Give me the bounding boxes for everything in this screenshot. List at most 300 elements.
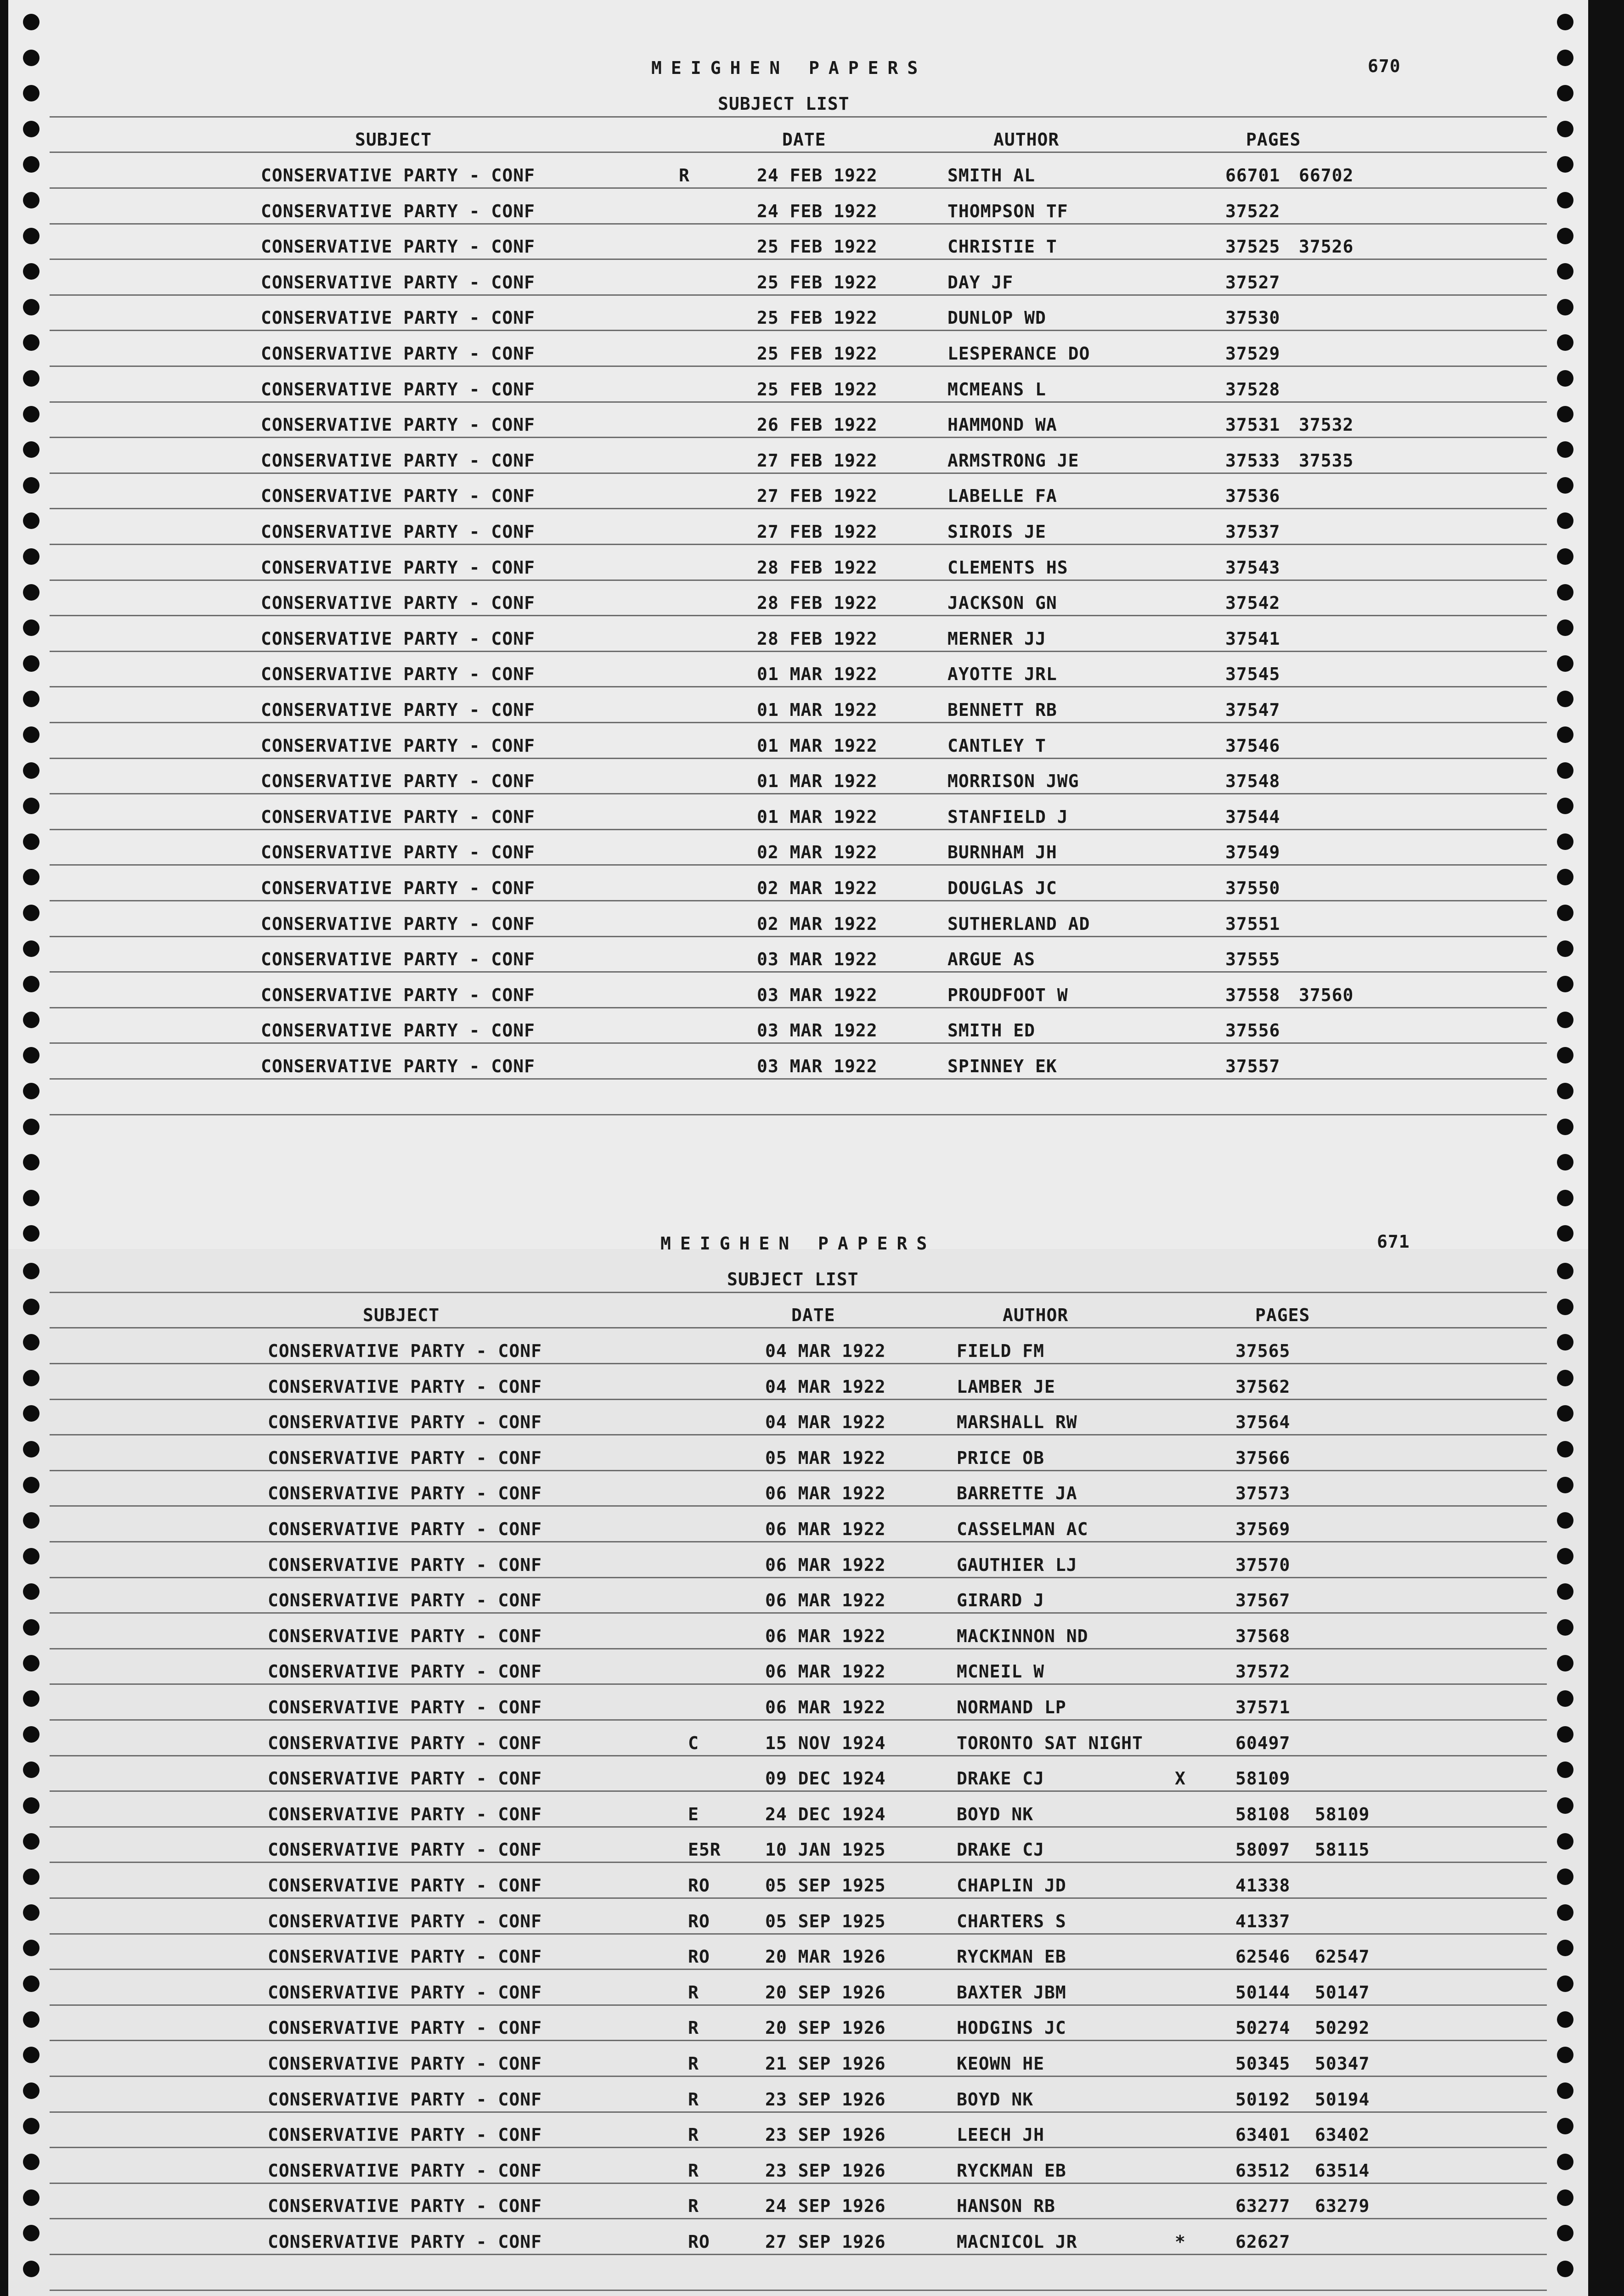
cell-author: MACNICOL JR — [957, 2232, 1077, 2252]
cell-date: 01 MAR 1922 — [757, 700, 878, 720]
cell-author: CHAPLIN JD — [957, 1875, 1066, 1896]
cell-author: DOUGLAS JC — [947, 878, 1057, 898]
cell-subject: CONSERVATIVE PARTY - CONF — [261, 201, 535, 221]
cell-pages: 37536 — [1225, 486, 1280, 506]
cell-author: SUTHERLAND AD — [947, 913, 1090, 934]
cell-subject: CONSERVATIVE PARTY - CONF — [268, 1341, 542, 1361]
cell-pages2: 50347 — [1315, 2054, 1370, 2074]
ruled-line — [50, 1007, 1547, 1008]
feed-hole — [1557, 50, 1573, 66]
cell-pages: 37522 — [1225, 201, 1280, 221]
table-row — [8, 165, 1588, 186]
cell-subject: CONSERVATIVE PARTY - CONF — [268, 1911, 542, 1931]
cell-pages: 37530 — [1225, 308, 1280, 328]
ruled-line — [50, 437, 1547, 438]
cell-subject: CONSERVATIVE PARTY - CONF — [268, 2196, 542, 2217]
cell-subject: CONSERVATIVE PARTY - CONF — [268, 1519, 542, 1539]
cell-subject: CONSERVATIVE PARTY - CONF — [268, 1590, 542, 1611]
ruled-line — [50, 936, 1547, 937]
ruled-line — [50, 2290, 1547, 2291]
ruled-line — [50, 1434, 1547, 1435]
cell-author: KEOWN HE — [957, 2054, 1045, 2074]
table-row — [8, 914, 1588, 934]
cell-author: BOYD NK — [957, 2089, 1034, 2110]
cell-date: 05 SEP 1925 — [765, 1875, 886, 1896]
cell-date: 25 FEB 1922 — [757, 272, 878, 293]
cell-date: 04 MAR 1922 — [765, 1412, 886, 1433]
cell-subject: CONSERVATIVE PARTY - CONF — [268, 1483, 542, 1504]
cell-pages: 62546 — [1235, 1947, 1291, 1967]
ruled-line — [50, 1470, 1547, 1471]
feed-hole — [1557, 1154, 1573, 1171]
cell-pages2: 37526 — [1299, 236, 1354, 257]
cell-pages: 37550 — [1225, 878, 1280, 898]
ruled-line — [50, 1612, 1547, 1614]
feed-hole — [23, 1083, 39, 1099]
cell-pages: 60497 — [1235, 1733, 1291, 1753]
cell-author: GIRARD J — [957, 1590, 1045, 1611]
cell-date: 24 FEB 1922 — [757, 201, 878, 221]
feed-hole — [1557, 121, 1573, 137]
ruled-line — [50, 1078, 1547, 1080]
ruled-line — [50, 1541, 1547, 1542]
cell-subject: CONSERVATIVE PARTY - CONF — [261, 450, 535, 471]
ruled-line — [50, 1683, 1547, 1685]
cell-subject: CONSERVATIVE PARTY - CONF — [261, 842, 535, 863]
cell-pages: 37529 — [1225, 343, 1280, 364]
table-row — [8, 2125, 1588, 2145]
cell-pages: 41337 — [1235, 1911, 1291, 1931]
cell-pages: 37566 — [1235, 1447, 1291, 1468]
cell-date: 21 SEP 1926 — [765, 2054, 886, 2074]
ruled-line — [50, 2040, 1547, 2041]
cell-pages: 37537 — [1225, 522, 1280, 542]
table-row — [8, 1519, 1588, 1539]
cell-subject: CONSERVATIVE PARTY - CONF — [268, 1626, 542, 1646]
ruled-line — [50, 1719, 1547, 1721]
cell-pages: 37527 — [1225, 272, 1280, 293]
ruled-line — [50, 508, 1547, 509]
cell-date: 24 SEP 1926 — [765, 2196, 886, 2217]
cell-date: 28 FEB 1922 — [757, 593, 878, 613]
feed-hole — [23, 1263, 39, 1279]
cell-subject: CONSERVATIVE PARTY - CONF — [268, 2232, 542, 2252]
cell-mark: * — [1175, 2232, 1186, 2252]
column-header-subject: SUBJECT — [355, 129, 432, 150]
cell-date: 01 MAR 1922 — [757, 664, 878, 685]
cell-subject: CONSERVATIVE PARTY - CONF — [261, 949, 535, 970]
cell-subject: CONSERVATIVE PARTY - CONF — [261, 878, 535, 898]
cell-subject: CONSERVATIVE PARTY - CONF — [268, 1376, 542, 1397]
cell-date: 27 FEB 1922 — [757, 522, 878, 542]
ruled-line — [50, 330, 1547, 331]
feed-hole — [23, 14, 39, 30]
cell-date: 03 MAR 1922 — [757, 949, 878, 970]
cell-pages: 37545 — [1225, 664, 1280, 685]
cell-author: SIROIS JE — [947, 522, 1046, 542]
ruled-line — [50, 1933, 1547, 1935]
cell-date: 01 MAR 1922 — [757, 806, 878, 827]
cell-pages: 37565 — [1235, 1341, 1291, 1361]
table-row — [8, 1947, 1588, 1967]
cell-pages2: 37535 — [1299, 450, 1354, 471]
ruled-line — [50, 900, 1547, 901]
cell-date: 25 FEB 1922 — [757, 308, 878, 328]
column-header-subject: SUBJECT — [363, 1305, 440, 1325]
feed-hole — [1557, 1119, 1573, 1135]
cell-author: RYCKMAN EB — [957, 1947, 1066, 1967]
cell-date: 20 SEP 1926 — [765, 2018, 886, 2038]
cell-author: STANFIELD J — [947, 806, 1068, 827]
cell-subject: CONSERVATIVE PARTY - CONF — [261, 272, 535, 293]
cell-date: 25 FEB 1922 — [757, 236, 878, 257]
feed-hole — [1557, 1263, 1573, 1279]
cell-pages: 37525 — [1225, 236, 1280, 257]
cell-date: 03 MAR 1922 — [757, 1056, 878, 1076]
ruled-line — [50, 1505, 1547, 1507]
cell-pages2: 50147 — [1315, 1982, 1370, 2003]
cell-pages2: 58115 — [1315, 1840, 1370, 1860]
cell-author: DRAKE CJ — [957, 1768, 1045, 1789]
cell-mark: X — [1175, 1768, 1186, 1789]
cell-date: 05 MAR 1922 — [765, 1447, 886, 1468]
ruled-line — [50, 294, 1547, 296]
cell-date: 28 FEB 1922 — [757, 628, 878, 649]
cell-date: 03 MAR 1922 — [757, 1020, 878, 1041]
ruled-line — [50, 1577, 1547, 1578]
cell-author: CHRISTIE T — [947, 236, 1057, 257]
cell-subject: CONSERVATIVE PARTY - CONF — [268, 2160, 542, 2181]
cell-date: 23 SEP 1926 — [765, 2089, 886, 2110]
feed-hole — [23, 1154, 39, 1171]
ruled-line — [50, 223, 1547, 225]
cell-date: 06 MAR 1922 — [765, 1483, 886, 1504]
ruled-line — [50, 651, 1547, 652]
ruled-line — [50, 793, 1547, 794]
cell-pages: 37573 — [1235, 1483, 1291, 1504]
cell-subject: CONSERVATIVE PARTY - CONF — [261, 557, 535, 578]
cell-date: 27 FEB 1922 — [757, 486, 878, 506]
ruled-line — [50, 2183, 1547, 2184]
cell-code: R — [688, 1982, 699, 2003]
cell-code: R — [688, 2089, 699, 2110]
cell-date: 04 MAR 1922 — [765, 1376, 886, 1397]
cell-pages2: 63279 — [1315, 2196, 1370, 2217]
feed-hole — [23, 2261, 39, 2277]
table-row — [8, 2018, 1588, 2038]
table-row — [8, 379, 1588, 400]
cell-pages: 37547 — [1225, 700, 1280, 720]
page-number: 670 — [1368, 56, 1401, 76]
cell-date: 26 FEB 1922 — [757, 415, 878, 435]
table-row — [8, 1982, 1588, 2003]
ruled-line — [50, 1292, 1547, 1293]
cell-code: R — [688, 2196, 699, 2217]
ruled-line — [50, 366, 1547, 367]
ruled-line — [50, 1897, 1547, 1899]
cell-date: 02 MAR 1922 — [757, 913, 878, 934]
cell-author: MERNER JJ — [947, 628, 1046, 649]
cell-pages: 50192 — [1235, 2089, 1291, 2110]
table-row — [8, 1020, 1588, 1041]
cell-author: DAY JF — [947, 272, 1014, 293]
cell-author: HANSON RB — [957, 2196, 1055, 2217]
cell-code: RO — [688, 2232, 710, 2252]
table-row — [8, 949, 1588, 969]
ruled-line — [50, 1114, 1547, 1115]
cell-code: R — [679, 165, 690, 186]
table-row — [8, 272, 1588, 293]
table-row — [8, 1590, 1588, 1610]
cell-pages2: 37532 — [1299, 415, 1354, 435]
cell-pages: 63277 — [1235, 2196, 1291, 2217]
ruled-line — [50, 2004, 1547, 2006]
cell-date: 25 FEB 1922 — [757, 379, 878, 400]
table-row — [8, 1733, 1588, 1753]
table-row — [8, 486, 1588, 506]
cell-date: 06 MAR 1922 — [765, 1554, 886, 1575]
subject-list-heading: SUBJECT LIST — [727, 1269, 859, 1289]
cell-pages: 37564 — [1235, 1412, 1291, 1433]
feed-hole — [1557, 2261, 1573, 2277]
printout-page-670 — [8, 0, 1588, 1249]
cell-author: LAMBER JE — [957, 1376, 1055, 1397]
cell-pages: 37542 — [1225, 593, 1280, 613]
ruled-line — [50, 580, 1547, 581]
cell-author: MCMEANS L — [947, 379, 1046, 400]
feed-hole — [23, 1190, 39, 1206]
cell-date: 02 MAR 1922 — [757, 878, 878, 898]
table-row — [8, 1056, 1588, 1076]
cell-pages: 37567 — [1235, 1590, 1291, 1611]
table-row — [8, 1448, 1588, 1468]
cell-author: LABELLE FA — [947, 486, 1057, 506]
cell-subject: CONSERVATIVE PARTY - CONF — [268, 1768, 542, 1789]
table-row — [8, 842, 1588, 862]
ruled-line — [50, 2254, 1547, 2255]
table-row — [8, 700, 1588, 720]
table-row — [8, 2054, 1588, 2074]
cell-pages: 37528 — [1225, 379, 1280, 400]
cell-pages2: 50194 — [1315, 2089, 1370, 2110]
ruled-line — [50, 829, 1547, 830]
column-header-pages: PAGES — [1246, 129, 1301, 150]
table-row — [8, 878, 1588, 898]
cell-subject: CONSERVATIVE PARTY - CONF — [268, 1733, 542, 1753]
cell-date: 02 MAR 1922 — [757, 842, 878, 863]
cell-pages: 37555 — [1225, 949, 1280, 970]
cell-date: 06 MAR 1922 — [765, 1697, 886, 1717]
cell-author: DRAKE CJ — [957, 1840, 1045, 1860]
cell-date: 28 FEB 1922 — [757, 557, 878, 578]
ruled-line — [50, 971, 1547, 973]
cell-pages: 50345 — [1235, 2054, 1291, 2074]
cell-pages: 37548 — [1225, 771, 1280, 792]
cell-subject: CONSERVATIVE PARTY - CONF — [261, 415, 535, 435]
ruled-line — [50, 2111, 1547, 2113]
cell-pages: 41338 — [1235, 1875, 1291, 1896]
cell-subject: CONSERVATIVE PARTY - CONF — [261, 913, 535, 934]
cell-date: 06 MAR 1922 — [765, 1519, 886, 1539]
page-title: MEIGHEN PAPERS — [651, 58, 927, 78]
cell-date: 24 FEB 1922 — [757, 165, 878, 186]
cell-pages: 63512 — [1235, 2160, 1291, 2181]
cell-pages: 37543 — [1225, 557, 1280, 578]
table-row — [8, 1840, 1588, 1860]
table-row — [8, 629, 1588, 649]
table-row — [8, 1804, 1588, 1824]
cell-subject: CONSERVATIVE PARTY - CONF — [261, 628, 535, 649]
table-row — [8, 1911, 1588, 1931]
ruled-line — [50, 615, 1547, 616]
cell-subject: CONSERVATIVE PARTY - CONF — [261, 522, 535, 542]
cell-date: 06 MAR 1922 — [765, 1590, 886, 1611]
cell-author: MACKINNON ND — [957, 1626, 1088, 1646]
ruled-line — [50, 722, 1547, 723]
cell-code: RO — [688, 1875, 710, 1896]
table-row — [8, 1768, 1588, 1789]
cell-author: CHARTERS S — [957, 1911, 1066, 1931]
cell-subject: CONSERVATIVE PARTY - CONF — [261, 700, 535, 720]
cell-date: 03 MAR 1922 — [757, 985, 878, 1005]
table-row — [8, 736, 1588, 756]
cell-subject: CONSERVATIVE PARTY - CONF — [261, 806, 535, 827]
subject-list-heading: SUBJECT LIST — [718, 94, 850, 114]
cell-pages2: 66702 — [1299, 165, 1354, 186]
cell-date: 05 SEP 1925 — [765, 1911, 886, 1931]
cell-subject: CONSERVATIVE PARTY - CONF — [261, 771, 535, 792]
cell-author: RYCKMAN EB — [957, 2160, 1066, 2181]
cell-pages: 37562 — [1235, 1376, 1291, 1397]
column-header-author: AUTHOR — [1003, 1305, 1069, 1325]
cell-pages: 37556 — [1225, 1020, 1280, 1041]
feed-hole — [23, 1299, 39, 1315]
cell-date: 27 SEP 1926 — [765, 2232, 886, 2252]
table-row — [8, 771, 1588, 791]
cell-author: CANTLEY T — [947, 735, 1046, 756]
cell-subject: CONSERVATIVE PARTY - CONF — [268, 1840, 542, 1860]
cell-subject: CONSERVATIVE PARTY - CONF — [261, 308, 535, 328]
cell-subject: CONSERVATIVE PARTY - CONF — [268, 1447, 542, 1468]
table-row — [8, 593, 1588, 613]
cell-author: ARGUE AS — [947, 949, 1036, 970]
ruled-line — [50, 1755, 1547, 1756]
cell-pages: 66701 — [1225, 165, 1280, 186]
cell-author: THOMPSON TF — [947, 201, 1068, 221]
cell-code: R — [688, 2125, 699, 2145]
cell-subject: CONSERVATIVE PARTY - CONF — [268, 1554, 542, 1575]
cell-subject: CONSERVATIVE PARTY - CONF — [268, 2054, 542, 2074]
column-header-author: AUTHOR — [993, 129, 1060, 150]
table-row — [8, 1377, 1588, 1397]
cell-pages: 37558 — [1225, 985, 1280, 1005]
feed-hole — [1557, 85, 1573, 101]
cell-pages: 58108 — [1235, 1804, 1291, 1824]
cell-author: PROUDFOOT W — [947, 985, 1068, 1005]
cell-subject: CONSERVATIVE PARTY - CONF — [268, 1697, 542, 1717]
cell-author: SPINNEY EK — [947, 1056, 1057, 1076]
cell-author: HODGINS JC — [957, 2018, 1066, 2038]
cell-pages: 62627 — [1235, 2232, 1291, 2252]
cell-author: BAXTER JBM — [957, 1982, 1066, 2003]
table-row — [8, 557, 1588, 578]
cell-author: SMITH AL — [947, 165, 1036, 186]
cell-subject: CONSERVATIVE PARTY - CONF — [268, 2018, 542, 2038]
table-row — [8, 985, 1588, 1005]
table-row — [8, 1555, 1588, 1575]
cell-date: 20 SEP 1926 — [765, 1982, 886, 2003]
ruled-line — [50, 1327, 1547, 1328]
column-header-pages: PAGES — [1255, 1305, 1310, 1325]
cell-pages2: 37560 — [1299, 985, 1354, 1005]
cell-author: DUNLOP WD — [947, 308, 1046, 328]
ruled-line — [50, 259, 1547, 260]
ruled-line — [50, 2076, 1547, 2077]
cell-pages: 58109 — [1235, 1768, 1291, 1789]
ruled-line — [50, 1790, 1547, 1792]
cell-pages: 37571 — [1235, 1697, 1291, 1717]
table-row — [8, 1697, 1588, 1717]
cell-pages: 37549 — [1225, 842, 1280, 863]
cell-subject: CONSERVATIVE PARTY - CONF — [268, 1412, 542, 1433]
cell-author: MCNEIL W — [957, 1661, 1045, 1682]
table-row — [8, 2161, 1588, 2181]
cell-date: 25 FEB 1922 — [757, 343, 878, 364]
feed-hole — [1557, 1299, 1573, 1315]
ruled-line — [50, 758, 1547, 759]
cell-author: PRICE OB — [957, 1447, 1045, 1468]
cell-subject: CONSERVATIVE PARTY - CONF — [268, 1875, 542, 1896]
cell-pages: 58097 — [1235, 1840, 1291, 1860]
cell-pages: 37568 — [1235, 1626, 1291, 1646]
cell-pages2: 63514 — [1315, 2160, 1370, 2181]
cell-pages: 63401 — [1235, 2125, 1291, 2145]
cell-date: 20 MAR 1926 — [765, 1947, 886, 1967]
cell-subject: CONSERVATIVE PARTY - CONF — [268, 1661, 542, 1682]
table-row — [8, 415, 1588, 435]
cell-author: LEECH JH — [957, 2125, 1045, 2145]
table-row — [8, 450, 1588, 471]
cell-date: 01 MAR 1922 — [757, 771, 878, 792]
cell-subject: CONSERVATIVE PARTY - CONF — [261, 165, 535, 186]
cell-code: RO — [688, 1947, 710, 1967]
ruled-line — [50, 1648, 1547, 1649]
cell-date: 15 NOV 1924 — [765, 1733, 886, 1753]
cell-author: BENNETT RB — [947, 700, 1057, 720]
table-row — [8, 1412, 1588, 1432]
cell-subject: CONSERVATIVE PARTY - CONF — [261, 379, 535, 400]
cell-subject: CONSERVATIVE PARTY - CONF — [261, 486, 535, 506]
ruled-line — [50, 473, 1547, 474]
cell-author: CASSELMAN AC — [957, 1519, 1088, 1539]
table-row — [8, 807, 1588, 827]
cell-code: R — [688, 2160, 699, 2181]
cell-date: 09 DEC 1924 — [765, 1768, 886, 1789]
table-row — [8, 522, 1588, 542]
cell-subject: CONSERVATIVE PARTY - CONF — [261, 236, 535, 257]
cell-pages2: 58109 — [1315, 1804, 1370, 1824]
cell-pages: 37544 — [1225, 806, 1280, 827]
cell-author: BURNHAM JH — [947, 842, 1057, 863]
cell-author: BARRETTE JA — [957, 1483, 1077, 1504]
cell-author: MARSHALL RW — [957, 1412, 1077, 1433]
column-header-date: DATE — [791, 1305, 835, 1325]
ruled-line — [50, 2147, 1547, 2148]
page-number: 671 — [1377, 1232, 1410, 1252]
feed-hole — [23, 121, 39, 137]
cell-code: R — [688, 2054, 699, 2074]
cell-code: RO — [688, 1911, 710, 1931]
